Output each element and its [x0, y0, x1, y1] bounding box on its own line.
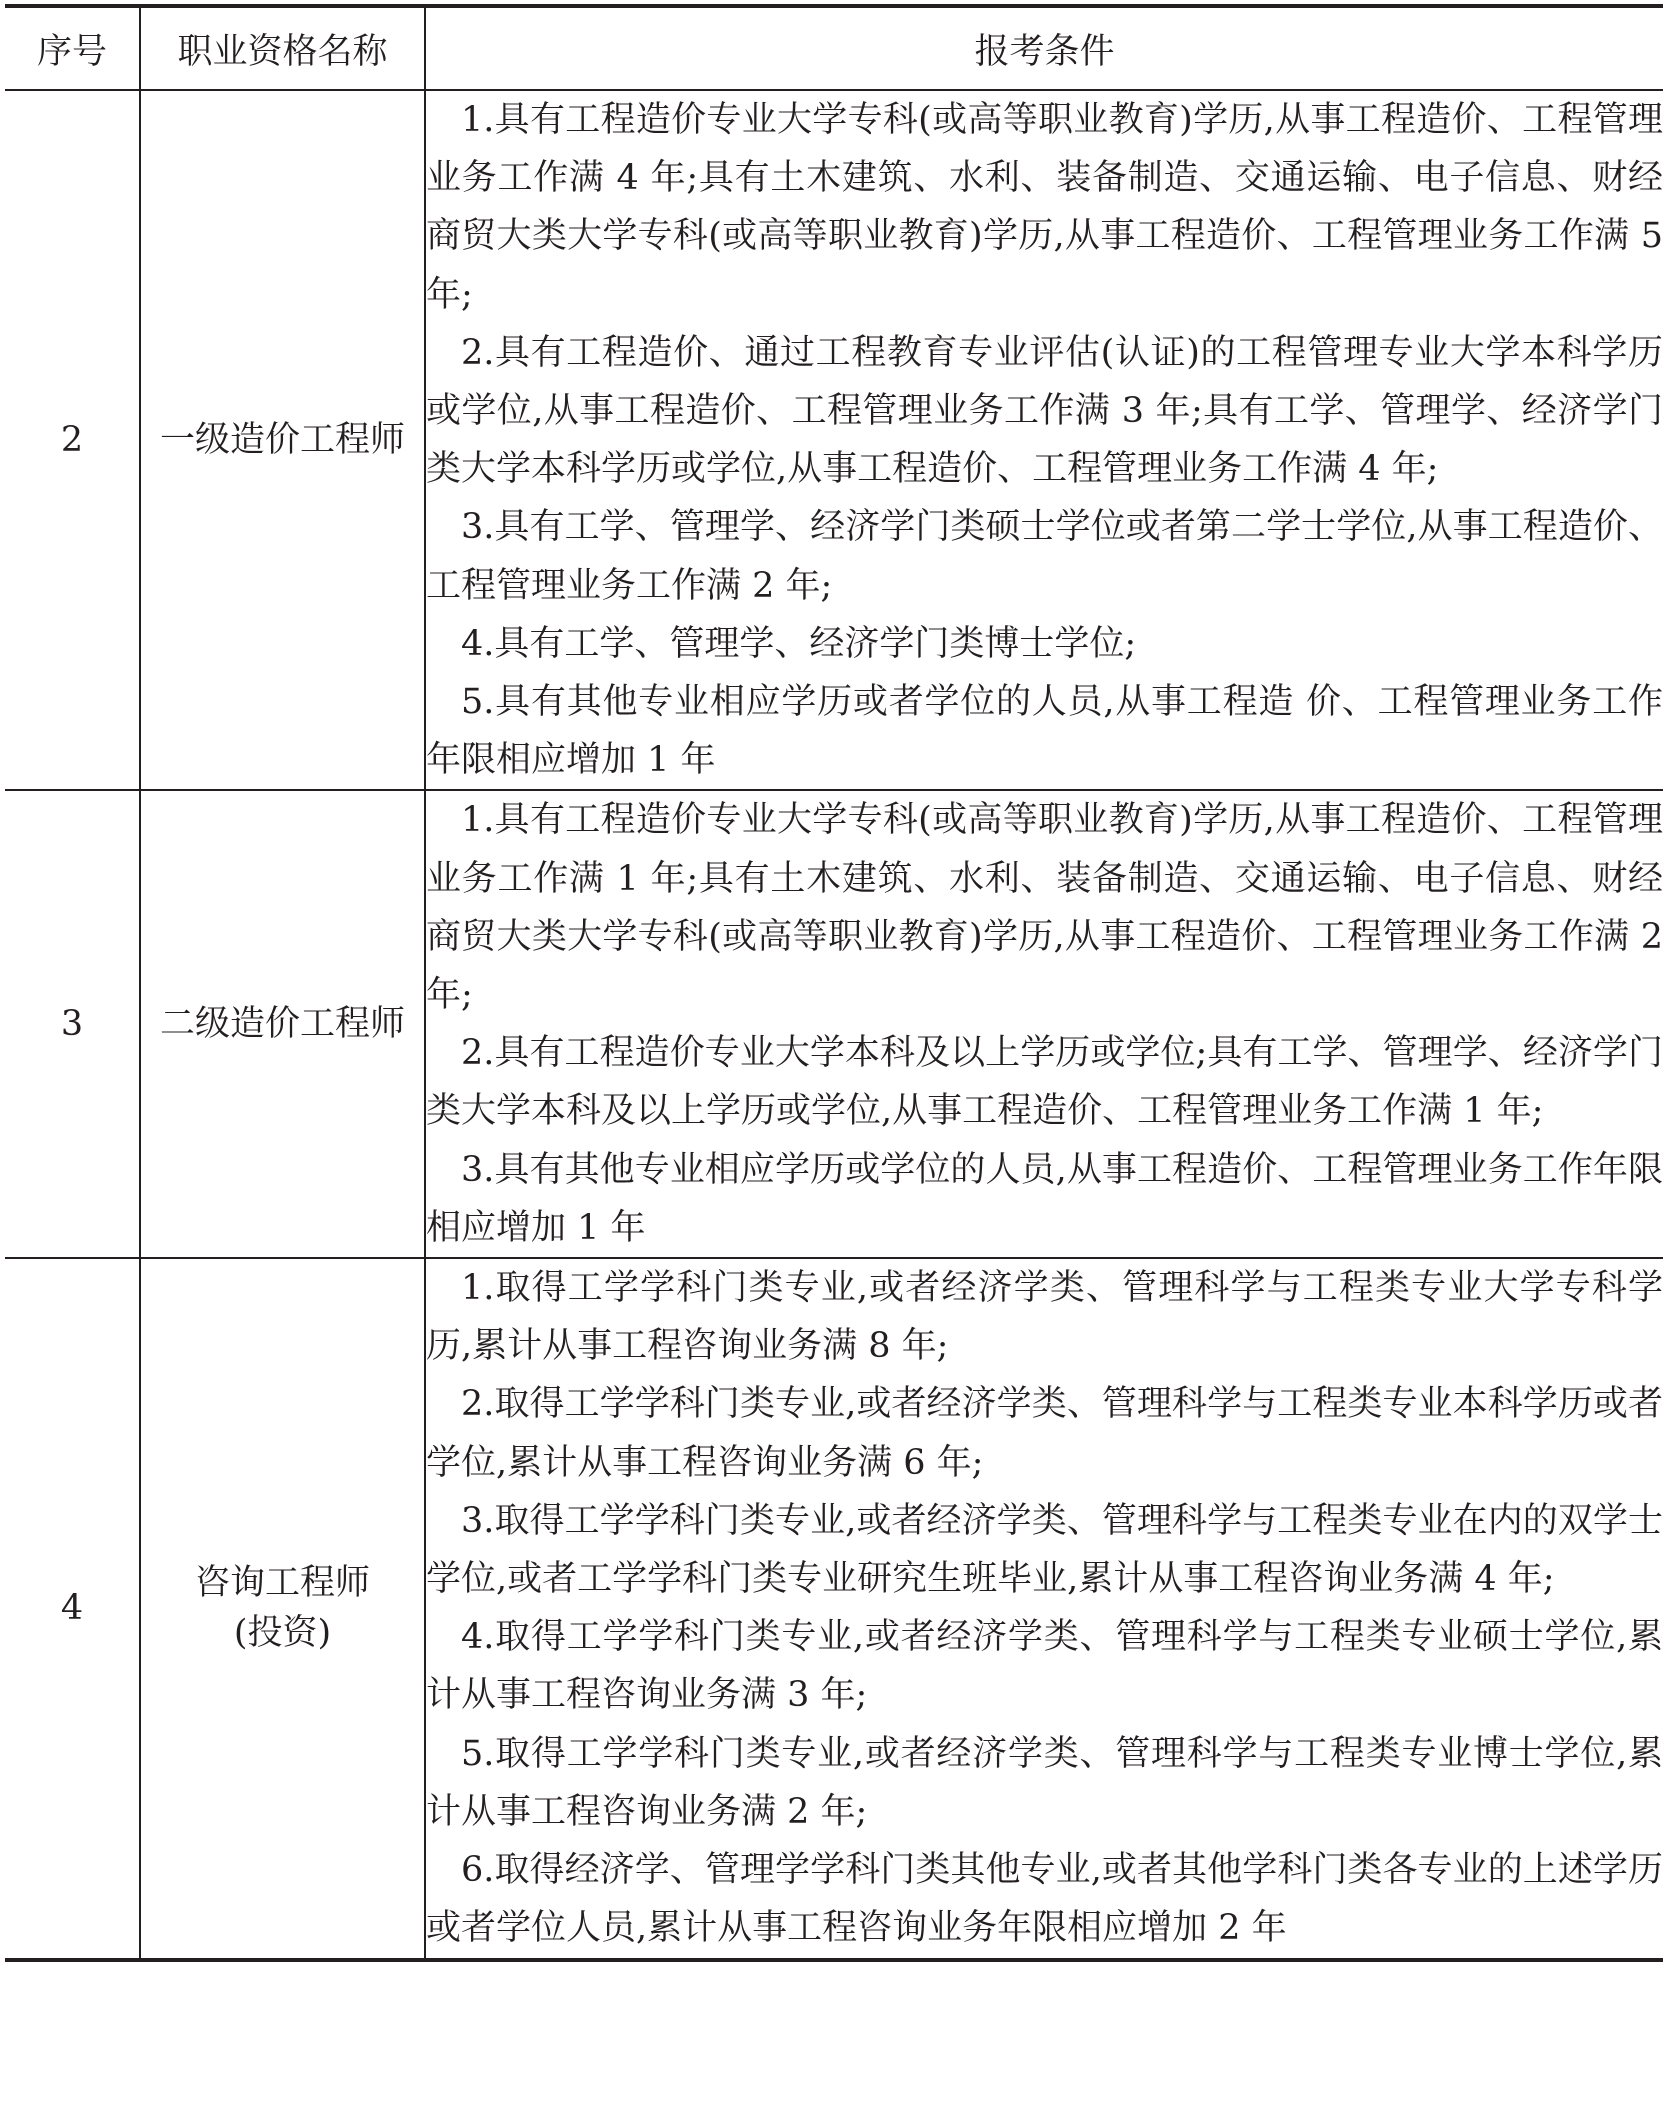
- header-requirements: 报考条件: [425, 6, 1663, 90]
- requirement-item: 4.具有工学、管理学、经济学门类博士学位;: [461, 623, 1137, 664]
- qualification-name-text: 一级造价工程师: [159, 420, 405, 461]
- row-qualification-name: [140, 1258, 425, 1959]
- requirement-item: 1.具有工程造价专业大学专科(或高等职业教育)学历,从事工程造价、工程管理业务工作满 1 年;具有土木建筑、水利、装备制造、交通运输、电子信息、财经商贸大类大学专科(或高等职业教育)学历,从事工程造价、工程管理业务工作满 2 年;: [426, 800, 1663, 1016]
- requirement-item: 5.取得工学学科门类专业,或者经济学类、管理科学与工程类专业博士学位,累计从事工程咨询业务满 2 年;: [426, 1733, 1663, 1832]
- requirement-item: 5.具有其他专业相应学历或者学位的人员,从事工程造 价、工程管理业务工作年限相应增加 1 年: [426, 682, 1663, 781]
- row-serial-number: 2: [5, 90, 140, 790]
- requirement-item: 2.取得工学学科门类专业,或者经济学类、管理科学与工程类专业本科学历或者学位,累计从事工程咨询业务满 6 年;: [426, 1384, 1663, 1483]
- requirement-item: 2.具有工程造价、通过工程教育专业评估(认证)的工程管理专业大学本科学历或学位,从事工程造价、工程管理业务工作满 3 年;具有工学、管理学、经济学门类大学本科学历或学位,从事工程造价、工程管理业务工作满 4 年;: [426, 332, 1663, 490]
- requirement-item: 1.取得工学学科门类专业,或者经济学类、管理科学与工程类专业大学专科学历,累计从事工程咨询业务满 8 年;: [426, 1268, 1663, 1367]
- table-row: [5, 90, 1663, 790]
- qualification-name-text: 咨询工程师: [194, 1563, 370, 1604]
- qualification-name-subtext: (投资): [233, 1613, 332, 1654]
- requirement-item: 2.具有工程造价专业大学本科及以上学历或学位;具有工学、管理学、经济学门类大学本科及以上学历或学位,从事工程造价、工程管理业务工作满 1 年;: [426, 1033, 1663, 1132]
- qualification-name-text: 二级造价工程师: [159, 1004, 405, 1045]
- row-qualification-name: [140, 90, 425, 790]
- header-qualification-name: 职业资格名称: [140, 6, 425, 90]
- requirement-item: 3.取得工学学科门类专业,或者经济学类、管理科学与工程类专业在内的双学士学位,或者工学学科门类专业研究生班毕业,累计从事工程咨询业务满 4 年;: [426, 1500, 1663, 1600]
- requirement-item: 6.取得经济学、管理学学科门类其他专业,或者其他学科门类各专业的上述学历或者学位人员,累计从事工程咨询业务年限相应增加 2 年: [426, 1850, 1663, 1949]
- row-serial-number: 4: [5, 1258, 140, 1959]
- row-requirements: [425, 1258, 1663, 1959]
- requirement-item: 3.具有其他专业相应学历或学位的人员,从事工程造价、工程管理业务工作年限相应增加 1 年: [426, 1149, 1663, 1248]
- row-requirements: [425, 90, 1663, 790]
- header-row: [5, 6, 1663, 90]
- row-qualification-name: [140, 790, 425, 1258]
- requirement-item: 4.取得工学学科门类专业,或者经济学类、管理科学与工程类专业硕士学位,累计从事工程咨询业务满 3 年;: [426, 1617, 1663, 1716]
- requirement-item: 1.具有工程造价专业大学专科(或高等职业教育)学历,从事工程造价、工程管理业务工作满 4 年;具有土木建筑、水利、装备制造、交通运输、电子信息、财经商贸大类大学专科(或高等职业教育)学历,从事工程造价、工程管理业务工作满 5 年;: [426, 100, 1663, 315]
- table-row: [5, 1258, 1663, 1959]
- row-requirements: [425, 790, 1663, 1258]
- row-serial-number: 3: [5, 790, 140, 1258]
- table-body: [5, 90, 1663, 1960]
- table-header: [5, 6, 1663, 90]
- requirement-item: 3.具有工学、管理学、经济学门类硕士学位或者第二学士学位,从事工程造价、工程管理业务工作满 2 年;: [426, 507, 1663, 606]
- table-row: [5, 790, 1663, 1258]
- qualification-table: [5, 4, 1663, 1962]
- header-serial-number: 序号: [5, 6, 140, 90]
